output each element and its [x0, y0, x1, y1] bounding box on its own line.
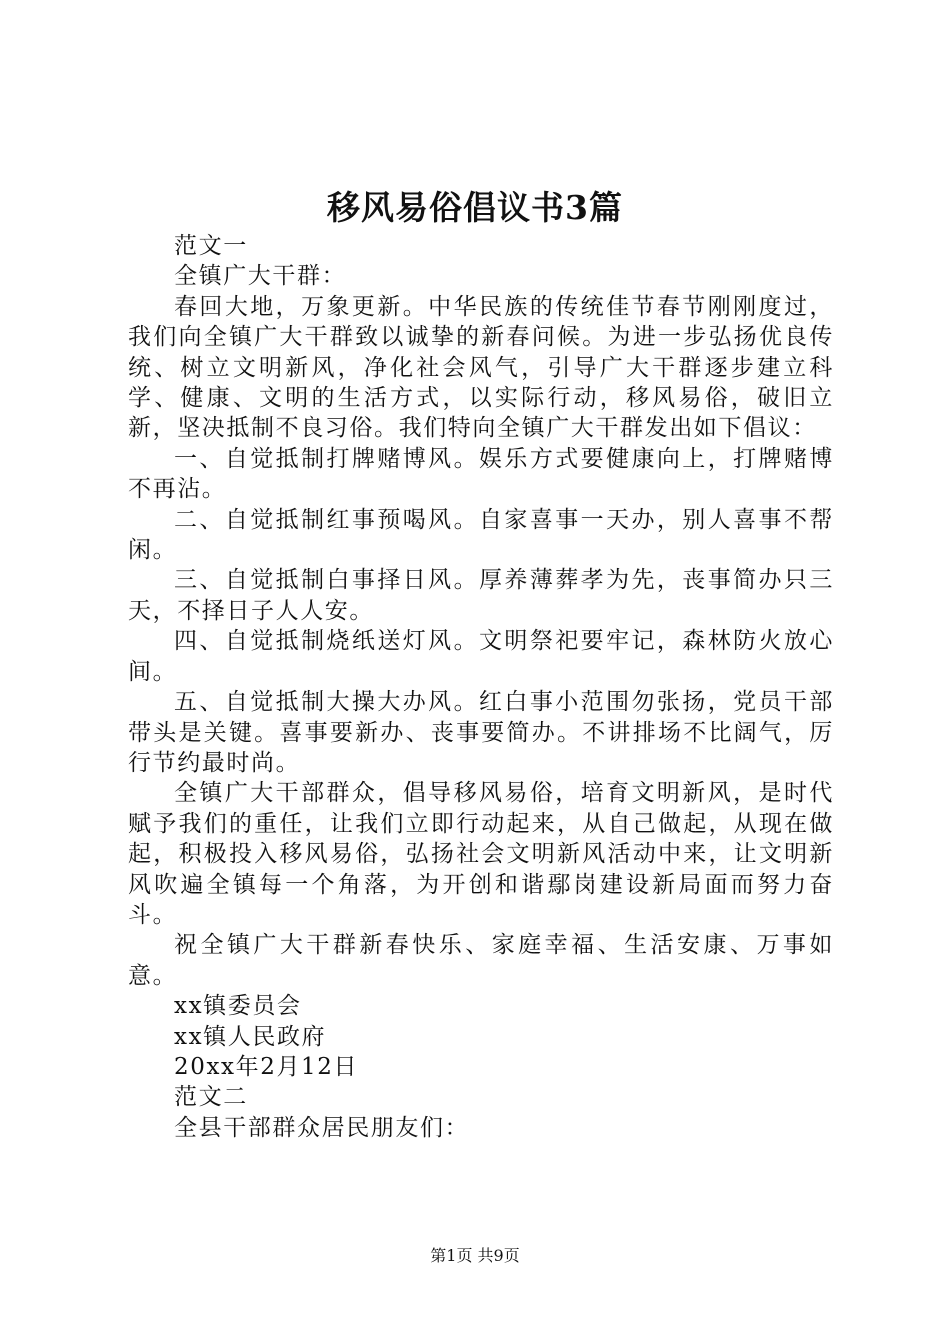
signature-government: xx镇人民政府	[174, 1023, 327, 1050]
signature-committee: xx镇委员会	[174, 993, 302, 1020]
paragraph-heading-1: 范文一	[174, 233, 248, 259]
paragraph-salutation-2: 全县干部群众居民朋友们：	[174, 1114, 470, 1141]
page-footer: 第1页 共9页	[430, 1246, 520, 1265]
paragraph-heading-2: 范文二	[174, 1084, 248, 1111]
paragraph-salutation-1: 全镇广大干群：	[174, 263, 347, 290]
paragraph-item-1: 一、自觉抵制打牌赌博风。娱乐方式要健康向上，打牌赌博不再沾。	[128, 445, 834, 503]
paragraph-wishes: 祝全镇广大干群新春快乐、家庭幸福、生活安康、万事如意。	[128, 932, 834, 989]
paragraph-intro: 春回大地，万象更新。中华民族的传统佳节春节刚刚度过，我们向全镇广大干群致以诚挚的新春问候。为进一步弘扬优良传统、树立文明新风，净化社会风气，引导广大干群逐步建立科学、健康、文明的生活方式，以实际行动，移风易俗，破旧立新，坚决抵制不良习俗。我们特向全镇广大干群发出如下倡议：	[128, 293, 834, 442]
signature-date: 20xx年2月12日	[174, 1053, 359, 1080]
paragraph-item-2: 二、自觉抵制红事预喝风。自家喜事一天办，别人喜事不帮闲。	[128, 506, 834, 564]
document-body	[128, 231, 834, 1143]
paragraph-item-3: 三、自觉抵制白事择日风。厚养薄葬孝为先，丧事简办只三天，不择日子人人安。	[128, 567, 834, 624]
document-title: 移风易俗倡议书3篇	[327, 188, 623, 227]
paragraph-item-4: 四、自觉抵制烧纸送灯风。文明祭祀要牢记，森林防火放心间。	[128, 628, 834, 685]
paragraph-item-5: 五、自觉抵制大操大办风。红白事小范围勿张扬，党员干部带头是关键。喜事要新办、丧事要简办。不讲排场不比阔气，厉行节约最时尚。	[128, 689, 834, 776]
paragraph-call-to-action: 全镇广大干部群众，倡导移风易俗，培育文明新风，是时代赋予我们的重任，让我们立即行动起来，从自己做起，从现在做起，积极投入移风易俗，弘扬社会文明新风活动中来，让文明新风吹遍全镇每一个角落，为开创和谐鄢岗建设新局面而努力奋斗。	[128, 780, 834, 928]
